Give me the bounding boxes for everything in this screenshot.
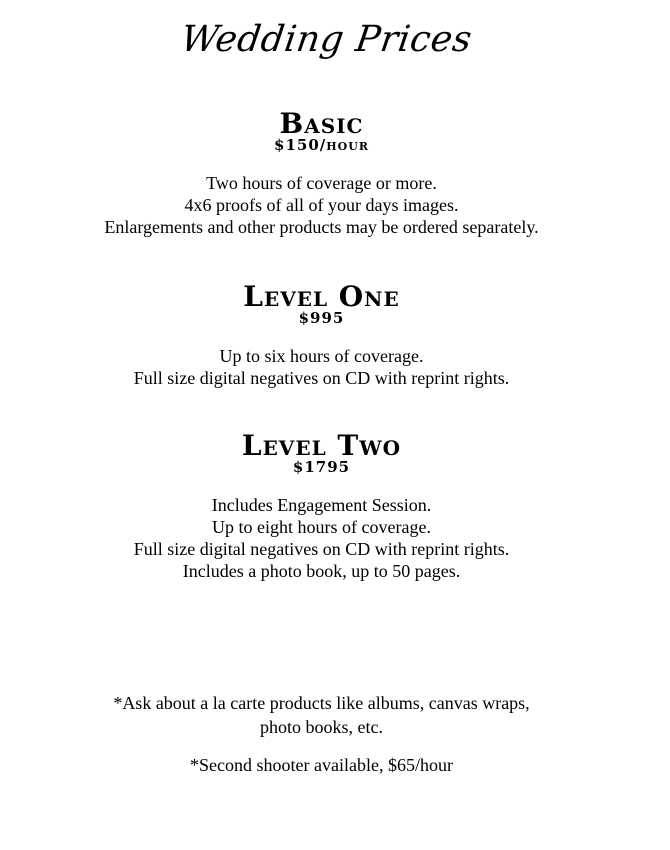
package-detail-line: Full size digital negatives on CD with reprint rights. (133, 368, 510, 388)
package-detail-line: 4x6 proofs of all of your days images. (184, 195, 459, 215)
package-detail-line: Up to eight hours of coverage. (212, 517, 431, 537)
page-title: Wedding Prices (178, 19, 475, 60)
package-level-two (0, 429, 643, 582)
package-detail-line: Two hours of coverage or more. (206, 173, 437, 193)
package-details (0, 172, 643, 238)
a-la-carte-note-line: *Ask about a la carte products like albums, canvas wraps, (113, 693, 530, 713)
package-price: $1795 (292, 458, 351, 476)
a-la-carte-note (0, 691, 643, 739)
package-price: $995 (298, 309, 345, 327)
package-basic (0, 107, 643, 238)
package-detail-line: Full size digital negatives on CD with reprint rights. (133, 539, 510, 559)
package-name: Basic (279, 107, 364, 140)
package-name: Level Two (241, 429, 402, 462)
second-shooter-note: *Second shooter available, $65/hour (190, 755, 453, 775)
package-detail-line: Enlargements and other products may be ordered separately. (104, 217, 539, 237)
package-details (0, 494, 643, 582)
package-name: Level One (243, 280, 400, 313)
package-price: $150/hour (274, 136, 369, 154)
package-level-one (0, 280, 643, 389)
package-detail-line: Includes Engagement Session. (211, 495, 432, 515)
package-details (0, 345, 643, 389)
footer-notes (0, 691, 643, 777)
package-detail-line: Includes a photo book, up to 50 pages. (182, 561, 461, 581)
a-la-carte-note-line: photo books, etc. (260, 717, 383, 737)
package-detail-line: Up to six hours of coverage. (219, 346, 424, 366)
